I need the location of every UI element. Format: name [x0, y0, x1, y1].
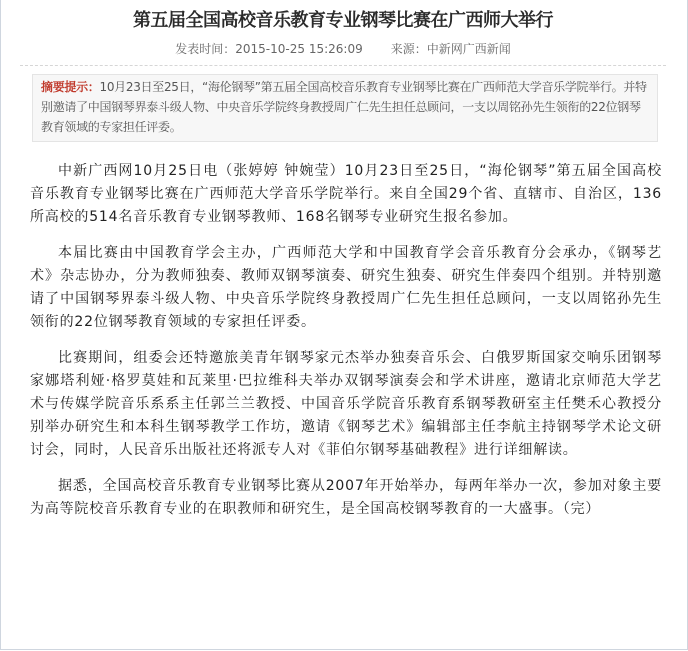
paragraph: 比赛期间，组委会还特邀旅美青年钢琴家元杰举办独奏音乐会、白俄罗斯国家交响乐团钢琴家娜塔利娅·格罗莫娃和瓦莱里·巴拉维科夫举办双钢琴演奏会和学术讲座，邀请北京师范大学艺术与传媒学院音乐系系主任郭兰兰教授、中国音乐学院音乐教育系钢琴教研室主任樊禾心教授分别举办研究生和本科生钢琴教学工作坊，邀请《钢琴艺术》编辑部主任李航主持钢琴学术论文研讨会，同时，人民音乐出版社还将派专人对《菲伯尔钢琴基础教程》进行详细解读。	[30, 350, 662, 458]
publish-time-label: 发表时间：	[175, 42, 236, 56]
source-value[interactable]: 中新网广西新闻	[426, 42, 511, 56]
article-body	[30, 160, 662, 534]
summary-label: 摘要提示：	[41, 80, 100, 94]
paragraph: 据悉，全国高校音乐教育专业钢琴比赛从2007年开始举办，每两年举办一次，参加对象主要为高等院校音乐教育专业的在职教师和研究生，是全国高校钢琴教育的一大盛事。（完）	[30, 478, 662, 517]
article-meta	[0, 40, 686, 58]
source-label: 来源：	[390, 42, 427, 56]
paragraph: 中新广西网10月25日电（张婷婷 钟婉莹）10月23日至25日，“海伦钢琴”第五届全国高校音乐教育专业钢琴比赛在广西师范大学音乐学院举行。来自全国29个省、直辖市、自治区，136所高校的514名音乐教育专业钢琴教师、168名钢琴专业研究生报名参加。	[30, 163, 662, 225]
article-title: 第五届全国高校音乐教育专业钢琴比赛在广西师大举行	[133, 10, 553, 31]
divider	[20, 65, 666, 66]
summary-box	[32, 74, 658, 142]
paragraph: 本届比赛由中国教育学会主办，广西师范大学和中国教育学会音乐教育分会承办，《钢琴艺术》杂志协办，分为教师独奏、教师双钢琴演奏、研究生独奏、研究生伴奏四个组别。并特别邀请了中国钢琴界泰斗级人物、中央音乐学院终身教授周广仁先生担任总顾问，一支以周铭孙先生领衔的22位钢琴教育领域的专家担任评委。	[30, 245, 662, 330]
summary-text: 10月23日至25日，“海伦钢琴”第五届全国高校音乐教育专业钢琴比赛在广西师范大学音乐学院举行。并特别邀请了中国钢琴界泰斗级人物、中央音乐学院终身教授周广仁先生担任总顾问，一支以周铭孙先生领衔的22位钢琴教育领域的专家担任评委。	[41, 80, 647, 134]
publish-time-value: 2015-10-25 15:26:09	[235, 42, 363, 56]
